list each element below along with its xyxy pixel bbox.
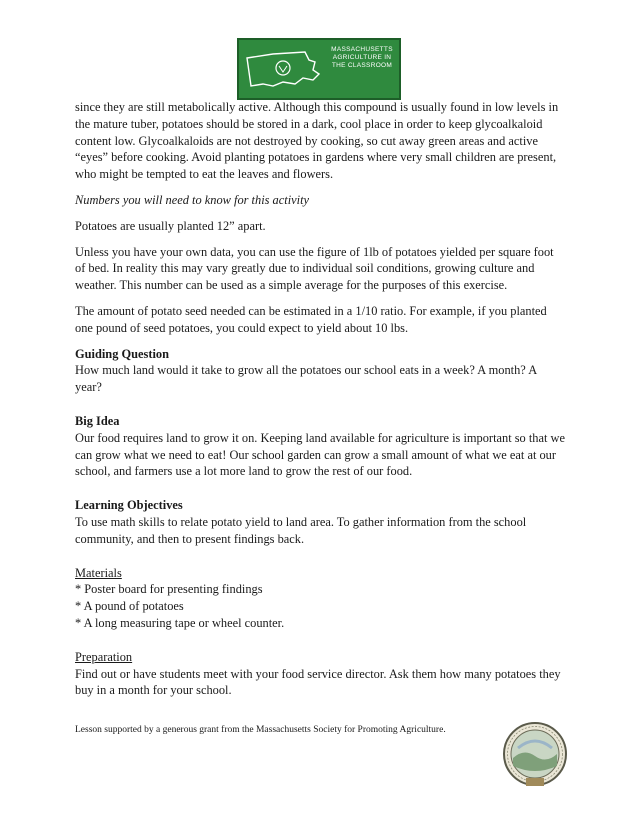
learning-objectives-text: To use math skills to relate potato yield to land area. To gather information from the school community, and then to present findings back. <box>75 514 527 546</box>
materials-section <box>75 565 565 632</box>
document-body <box>75 99 565 716</box>
yield-paragraph: Unless you have your own data, you can use the figure of 1lb of potatoes yielded per square foot of bed. In reality this may vary greatly due to individual soil conditions, growing culture and weather. This number can be used as a simple average for the purposes of this exercise. <box>75 244 554 293</box>
materials-item: * Poster board for presenting findings <box>75 582 263 597</box>
spacing-paragraph: Potatoes are usually planted 12” apart. <box>75 218 266 233</box>
big-idea-text: Our food requires land to grow it on. Keeping land available for agriculture is important so that we can grow what we need to eat! Our school garden can grow a small amount of what we eat at our school, and farmers use a lot more land to grow the rest of our food. <box>75 430 565 479</box>
big-idea-section <box>75 413 565 480</box>
materials-item: * A pound of potatoes <box>75 599 184 614</box>
society-seal-icon <box>500 718 570 794</box>
preparation-heading: Preparation <box>75 649 133 664</box>
preparation-section <box>75 649 565 699</box>
massachusetts-map-icon <box>243 44 323 96</box>
maitc-logo <box>237 38 401 100</box>
learning-objectives-section <box>75 497 565 547</box>
guiding-question-section <box>75 346 565 396</box>
big-idea-heading: Big Idea <box>75 413 120 428</box>
guiding-question-heading: Guiding Question <box>75 346 169 361</box>
seed-paragraph: The amount of potato seed needed can be estimated in a 1/10 ratio. For example, if you planted one pound of seed potatoes, you could expect to yield about 10 lbs. <box>75 303 547 335</box>
preparation-text: Find out or have students meet with your food service director. Ask them how many potatoes they buy in a month for your school. <box>75 666 561 698</box>
materials-heading: Materials <box>75 565 122 580</box>
footer-credit: Lesson supported by a generous grant from the Massachusetts Society for Promoting Agriculture. <box>75 725 446 735</box>
intro-paragraph: since they are still metabolically active. Although this compound is usually found in low levels in the mature tuber, potatoes should be stored in a dark, cool place in order to keep glycoalkaloid content low. Glycoalkaloids are not destroyed by cooking, so cut away green areas and active “eyes” before cooking. Avoid planting potatoes in gardens where very small children are present, who might be tempted to eat the leaves and flowers. <box>75 100 559 182</box>
numbers-heading: Numbers you will need to know for this activity <box>75 192 310 207</box>
learning-objectives-heading: Learning Objectives <box>75 498 183 513</box>
guiding-question-text: How much land would it take to grow all the potatoes our school eats in a week? A month? A year? <box>75 363 537 395</box>
materials-item: * A long measuring tape or wheel counter. <box>75 615 285 630</box>
logo-text: MASSACHUSETTS AGRICULTURE IN THE CLASSROOM <box>331 46 393 69</box>
